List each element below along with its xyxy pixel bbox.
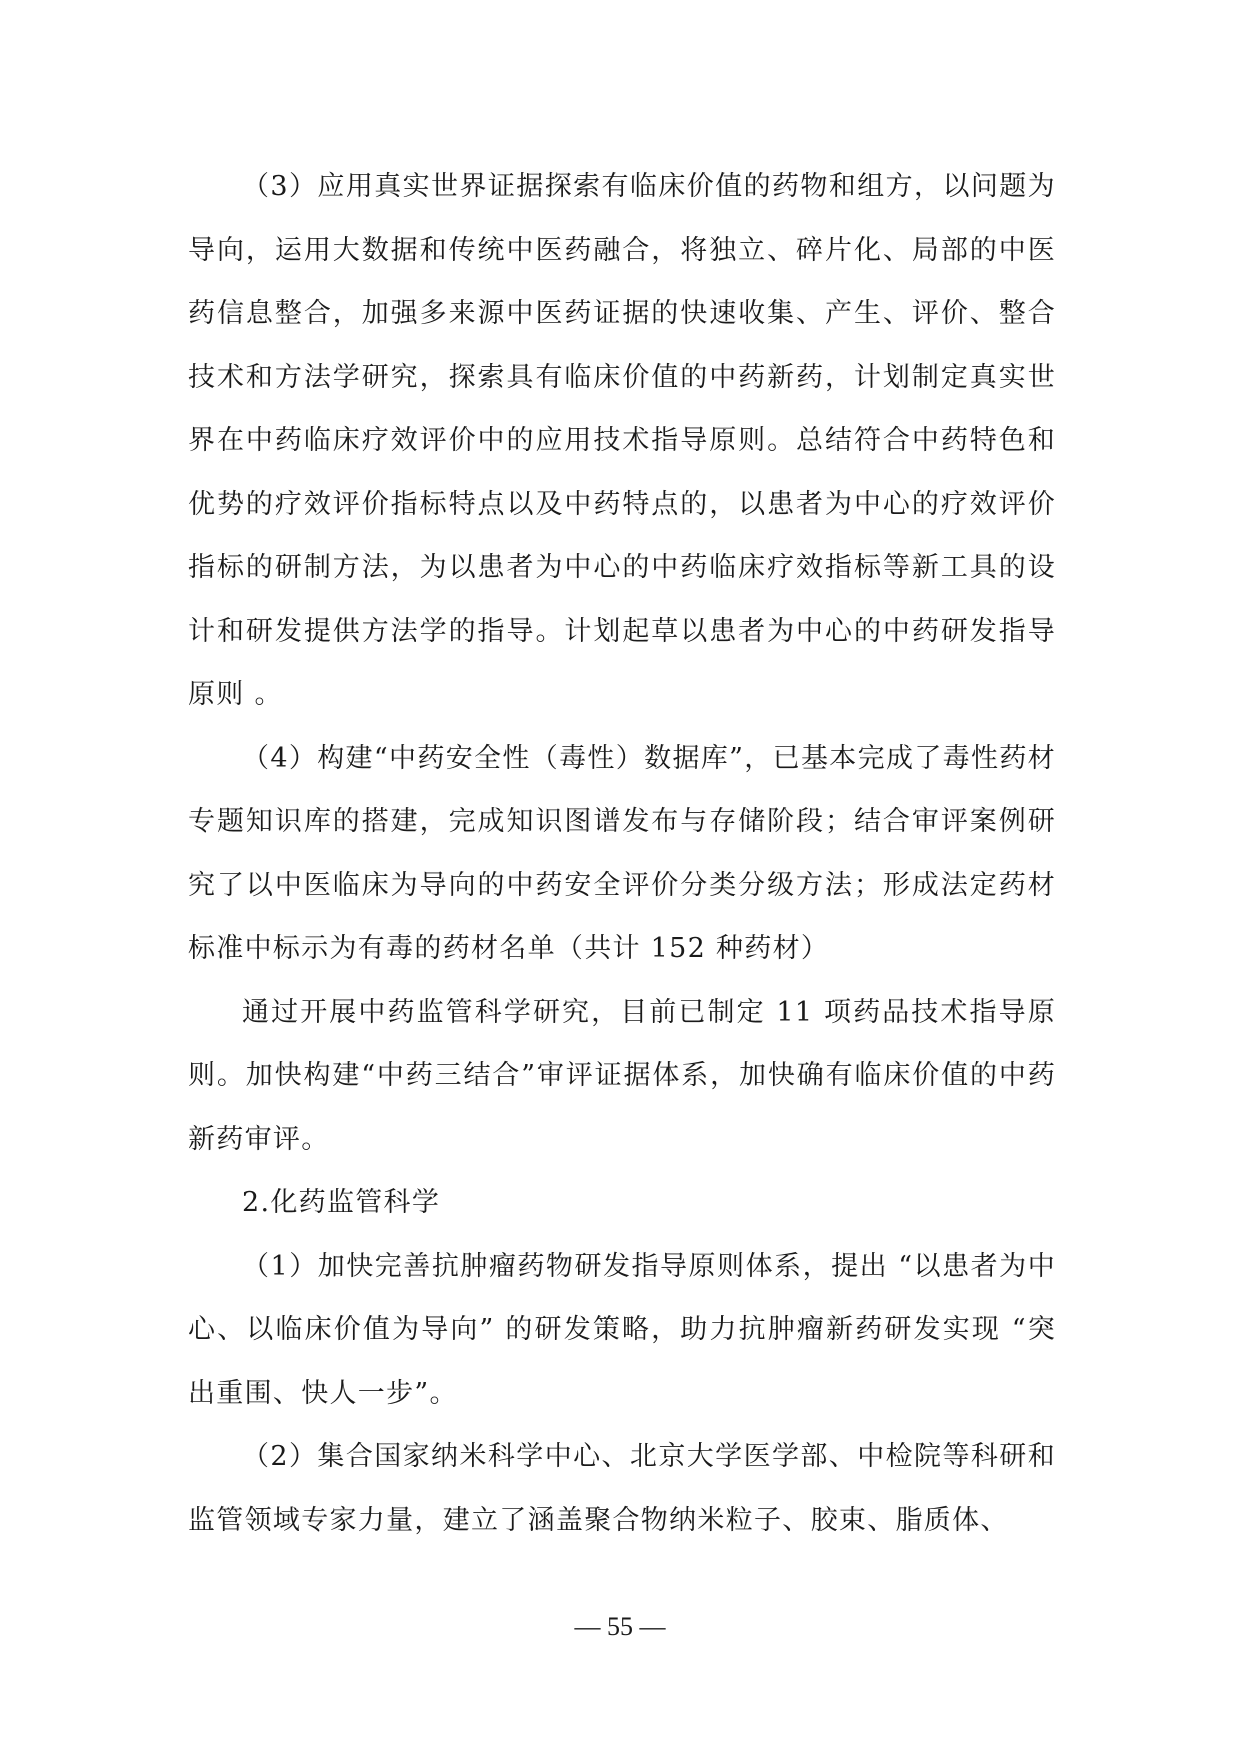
document-body xyxy=(188,155,1056,1552)
section-heading-chemical-drugs: 2.化药监管科学 xyxy=(242,1187,441,1218)
page-number: — 55 — xyxy=(574,1612,666,1641)
paragraph-tcm-guidelines-summary: 通过开展中药监管科学研究，目前已制定 11 项药品技术指导原则。加快构建“中药三结合”审评证据体系，加快确有临床价值的中药新药审评。 xyxy=(188,996,1056,1155)
paragraph-nanomedicine-experts: （2）集合国家纳米科学中心、北京大学医学部、中检院等科研和监管领域专家力量，建立了涵盖聚合物纳米粒子、胶束、脂质体、 xyxy=(188,1441,1056,1536)
paragraph-antitumor-guidelines: （1）加快完善抗肿瘤药物研发指导原则体系，提出 “以患者为中心、以临床价值为导向” 的研发策略，助力抗肿瘤新药研发实现 “突出重围、快人一步”。 xyxy=(188,1250,1056,1409)
paragraph-tcm-real-world-evidence: （3）应用真实世界证据探索有临床价值的药物和组方，以问题为导向，运用大数据和传统中医药融合，将独立、碎片化、局部的中医药信息整合，加强多来源中医药证据的快速收集、产生、评价、整合技术和方法学研究，探索具有临床价值的中药新药，计划制定真实世界在中药临床疗效评价中的应用技术指导原则。总结符合中药特色和优势的疗效评价指标特点以及中药特点的，以患者为中心的疗效评价指标的研制方法，为以患者为中心的中药临床疗效指标等新工具的设计和研发提供方法学的指导。计划起草以患者为中心的中药研发指导原则 。 xyxy=(188,171,1056,710)
paragraph-tcm-safety-database: （4）构建“中药安全性（毒性）数据库”，已基本完成了毒性药材专题知识库的搭建，完成知识图谱发布与存储阶段；结合审评案例研究了以中医临床为导向的中药安全评价分类分级方法；形成法定药材标准中标示为有毒的药材名单（共计 152 种药材） xyxy=(188,742,1056,964)
